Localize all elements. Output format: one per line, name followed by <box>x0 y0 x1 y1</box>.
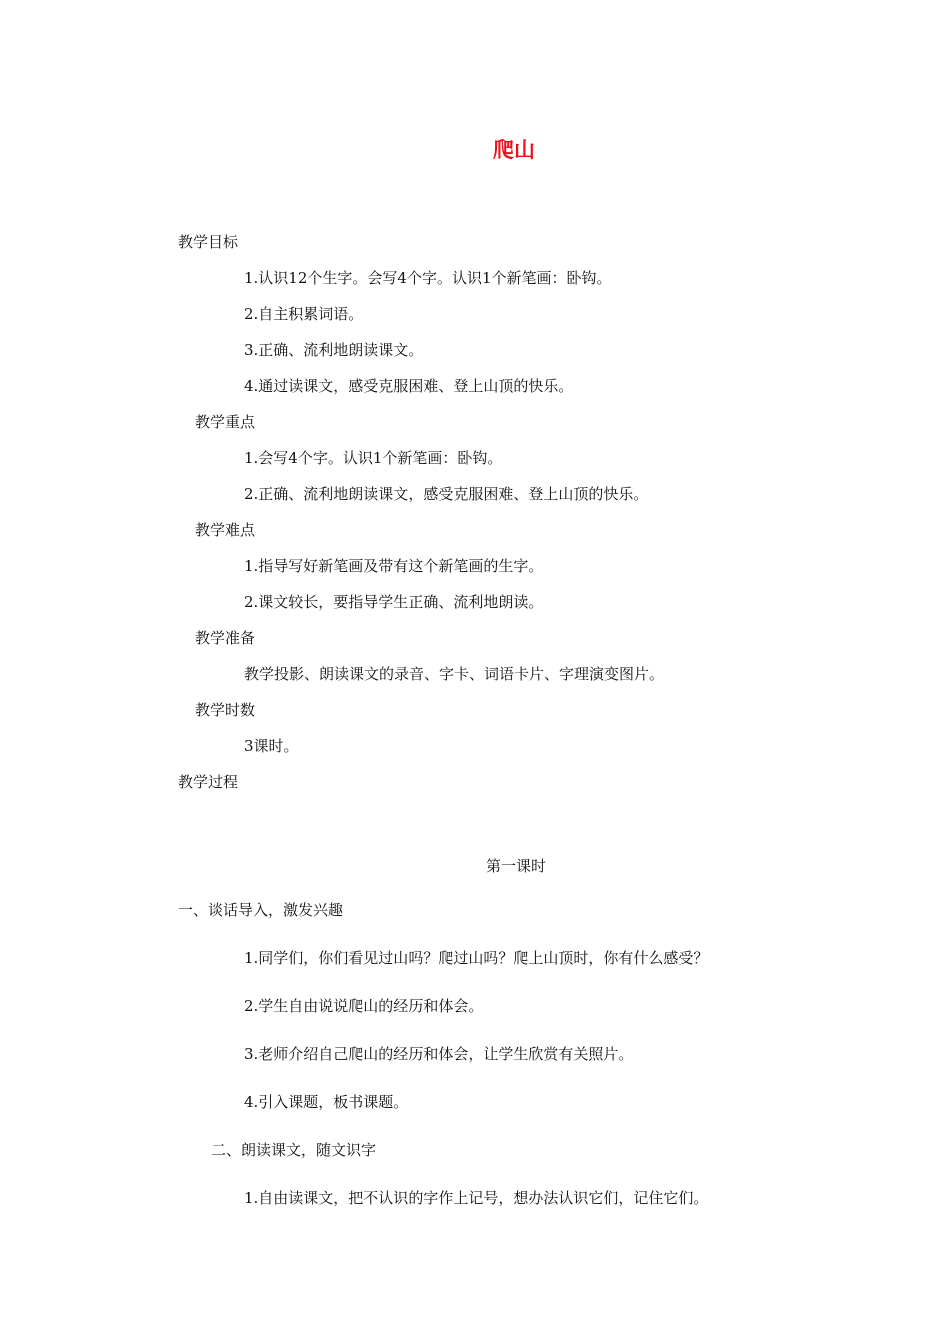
section1-item-2: 2.学生自由说说爬山的经历和体会。 <box>244 997 484 1015</box>
hours-heading: 教学时数 <box>195 701 256 719</box>
difficulties-item-2: 2.课文较长，要指导学生正确、流利地朗读。 <box>244 593 544 611</box>
section2-item-1: 1.自由读课文，把不认识的字作上记号，想办法认识它们，记住它们。 <box>244 1189 709 1207</box>
section1-item-4: 4.引入课题，板书课题。 <box>244 1093 409 1111</box>
section1-heading: 一、谈话导入，激发兴趣 <box>178 901 344 919</box>
goals-item-4: 4.通过读课文，感受克服困难、登上山顶的快乐。 <box>244 377 574 395</box>
preparation-text: 教学投影、朗读课文的录音、字卡、词语卡片、字理演变图片。 <box>244 665 665 683</box>
section1-item-3: 3.老师介绍自己爬山的经历和体会，让学生欣赏有关照片。 <box>244 1045 634 1063</box>
difficulties-heading: 教学难点 <box>195 521 256 539</box>
section2-heading: 二、朗读课文，随文识字 <box>211 1141 377 1159</box>
key-points-item-1: 1.会写4个字。认识1个新笔画：卧钩。 <box>244 449 503 467</box>
goals-heading: 教学目标 <box>178 233 239 251</box>
key-points-heading: 教学重点 <box>195 413 256 431</box>
preparation-heading: 教学准备 <box>195 629 256 647</box>
hours-text: 3课时。 <box>244 737 299 755</box>
process-heading: 教学过程 <box>178 773 239 791</box>
lesson-title: 第一课时 <box>485 857 546 875</box>
goals-item-2: 2.自主积累词语。 <box>244 305 364 323</box>
difficulties-item-1: 1.指导写好新笔画及带有这个新笔画的生字。 <box>244 557 544 575</box>
document-title: 爬山 <box>493 138 535 162</box>
key-points-item-2: 2.正确、流利地朗读课文，感受克服困难、登上山顶的快乐。 <box>244 485 649 503</box>
section1-item-1: 1.同学们，你们看见过山吗？爬过山吗？爬上山顶时，你有什么感受？ <box>244 949 709 967</box>
goals-item-3: 3.正确、流利地朗读课文。 <box>244 341 424 359</box>
goals-item-1: 1.认识12个生字。会写4个字。认识1个新笔画：卧钩。 <box>244 269 612 287</box>
